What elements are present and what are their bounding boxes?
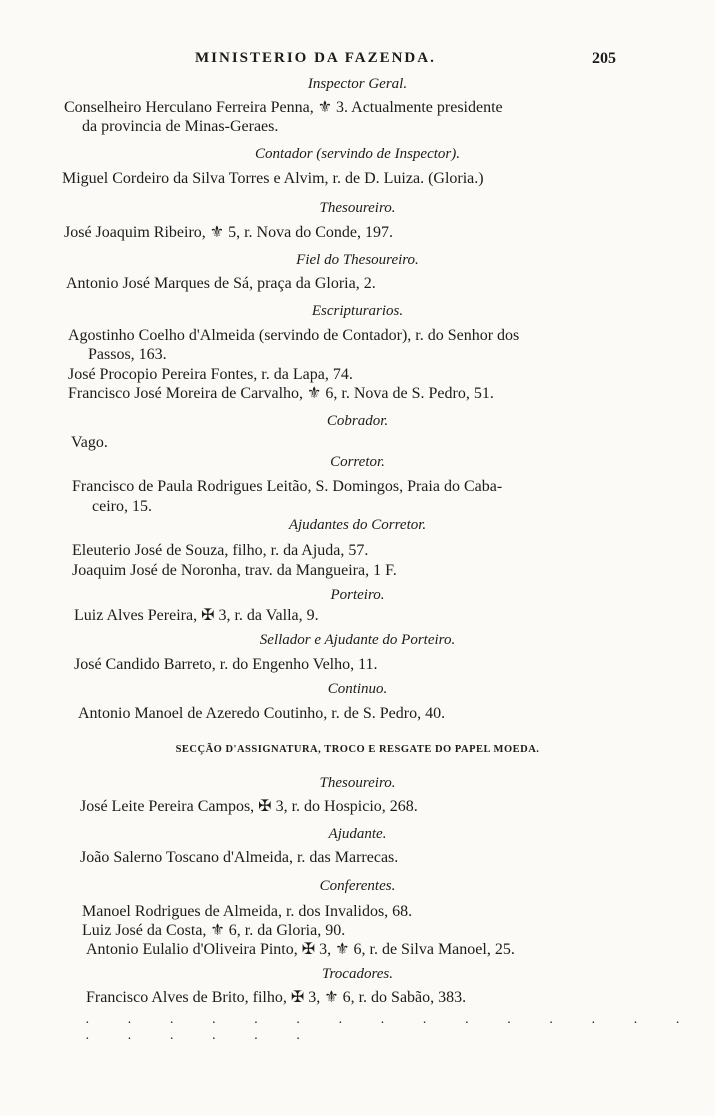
entry-line: Eleuterio José de Souza, filho, r. da Ajuda, 57. [72,542,369,559]
heading-fiel: Fiel do Thesoureiro. [296,252,419,268]
entry-line: Luiz Alves Pereira, ✠ 3, r. da Valla, 9. [74,607,319,624]
entry-line: Antonio Eulalio d'Oliveira Pinto, ✠ 3, ⚜ 6, r. de Silva Manoel, 25. [86,941,515,958]
entry-line: Conselheiro Herculano Ferreira Penna, ⚜ 3. Actualmente presidente [64,99,503,116]
entry-line: Vago. [71,434,108,451]
heading-ajudantes-corretor: Ajudantes do Corretor. [288,517,427,533]
entry-line: Antonio Manoel de Azeredo Coutinho, r. de S. Pedro, 40. [78,705,446,722]
heading-cobrador: Cobrador. [326,413,389,429]
page-number: 205 [592,50,616,67]
entry-line: José Leite Pereira Campos, ✠ 3, r. do Hospicio, 268. [80,798,418,815]
heading-porteiro: Porteiro. [330,587,385,603]
heading-trocadores: Trocadores. [322,966,393,982]
entry-line: Francisco de Paula Rodrigues Leitão, S. Domingos, Praia do Caba- [72,478,503,495]
heading-conferentes: Conferentes. [319,878,396,894]
entry-line: Manoel Rodrigues de Almeida, r. dos Invalidos, 68. [82,903,413,920]
entry-line: Luiz José da Costa, ⚜ 6, r. da Gloria, 90. [82,922,346,939]
entry-line: Passos, 163. [88,346,167,363]
entry-line: Francisco Alves de Brito, filho, ✠ 3, ⚜ 6, r. do Sabão, 383. [86,989,467,1006]
entry-line: da provincia de Minas-Geraes. [82,118,279,135]
heading-continuo: Continuo. [327,681,388,697]
heading-ajudante: Ajudante. [328,826,387,842]
page-header [0,50,715,74]
entry-line: José Joaquim Ribeiro, ⚜ 5, r. Nova do Conde, 197. [64,224,393,241]
heading-sellador: Sellador e Ajudante do Porteiro. [259,632,456,648]
entry-line: José Candido Barreto, r. do Engenho Velho, 11. [74,656,378,673]
heading-thesoureiro-secao: Thesoureiro. [319,775,396,791]
heading-escripturarios: Escripturarios. [311,303,404,319]
entry-line: Joaquim José de Noronha, trav. da Mangueira, 1 F. [72,562,397,579]
entry-line: José Procopio Pereira Fontes, r. da Lapa, 74. [68,366,353,383]
entry-line: João Salerno Toscano d'Almeida, r. das Marrecas. [80,849,399,866]
footer-dot-leader: · · · · · · · · · · · · · · · · · · · · · [85,1016,697,1047]
entry-line: Francisco José Moreira de Carvalho, ⚜ 6, r. Nova de S. Pedro, 51. [68,385,494,402]
entry-line: ceiro, 15. [92,498,152,515]
heading-inspector-geral: Inspector Geral. [307,76,408,92]
entry-line: Miguel Cordeiro da Silva Torres e Alvim, r. de D. Luiza. (Gloria.) [62,170,484,187]
heading-corretor: Corretor. [330,454,385,470]
heading-contador: Contador (servindo de Inspector). [255,146,460,162]
heading-thesoureiro: Thesoureiro. [319,200,396,216]
running-title: MINISTERIO DA FAZENDA. [195,50,436,66]
entry-line: Agostinho Coelho d'Almeida (servindo de Contador), r. do Senhor dos [68,327,520,344]
entry-line: Antonio José Marques de Sá, praça da Gloria, 2. [66,275,376,292]
section-title: SECÇÃO D'ASSIGNATURA, TROCO E RESGATE DO PAPEL MOEDA. [175,744,540,755]
